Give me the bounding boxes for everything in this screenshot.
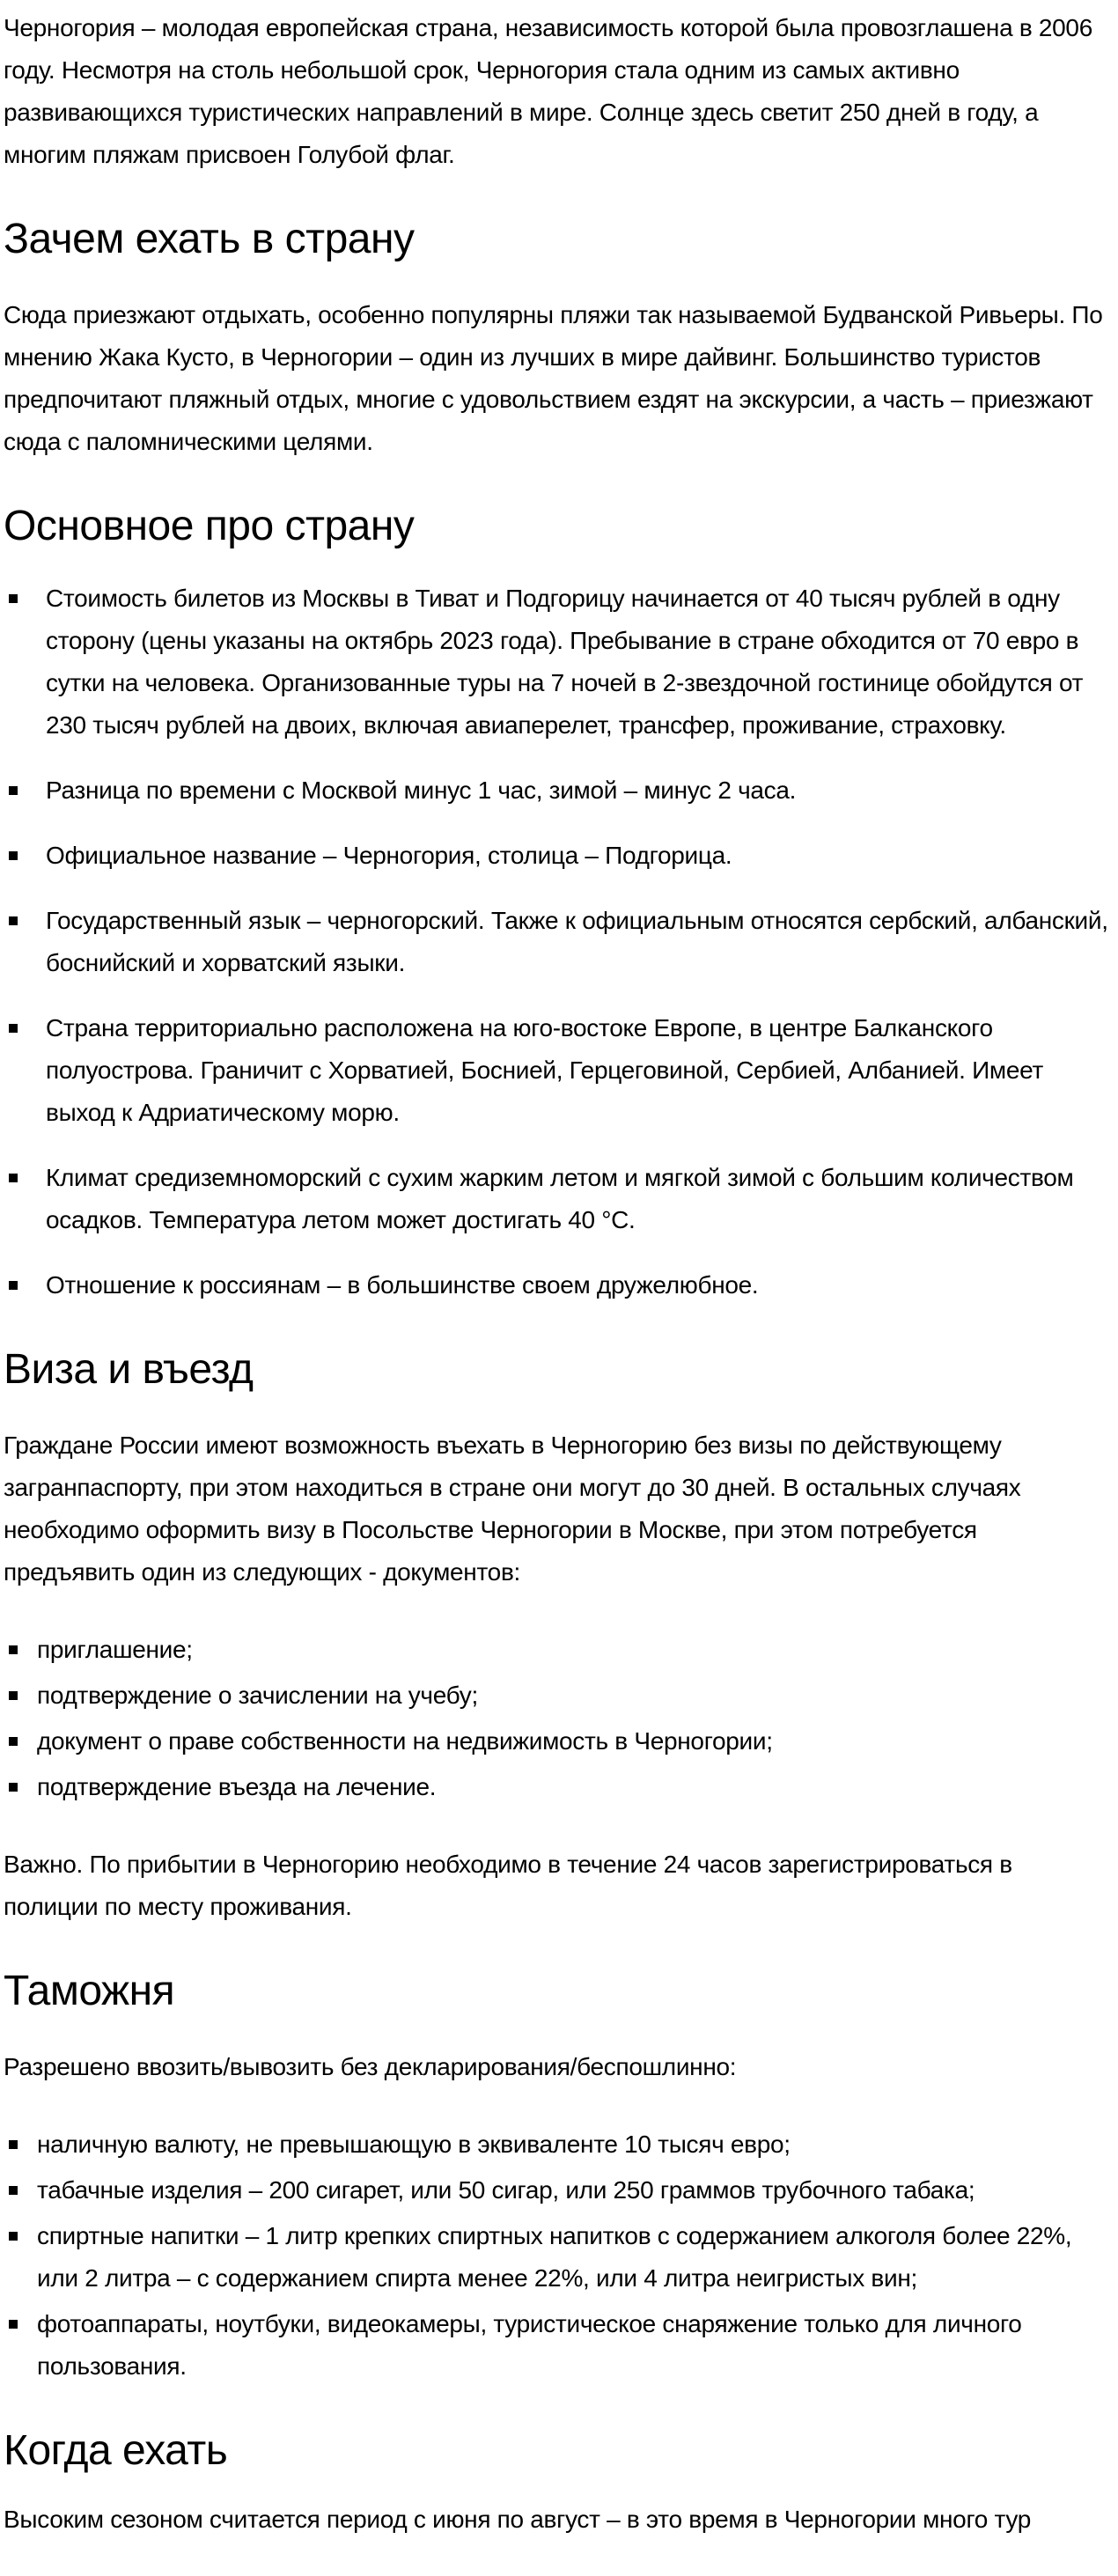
list-item-text: Разница по времени с Москвой минус 1 час, зимой – минус 2 часа. — [46, 776, 797, 804]
list-item — [4, 1720, 1109, 1763]
bullet-square-icon — [9, 594, 18, 603]
customs-allowance-list — [4, 2123, 1109, 2388]
country-basics-list — [4, 578, 1109, 1306]
list-item-text: документ о праве собственности на недвижимость в Черногории; — [37, 1727, 773, 1755]
section-heading-country-basics: Основное про страну — [4, 503, 415, 549]
bullet-square-icon — [9, 1737, 18, 1746]
bullet-square-icon — [9, 1783, 18, 1792]
list-item — [4, 578, 1109, 747]
list-item-text: наличную валюту, не превышающую в эквиваленте 10 тысяч евро; — [37, 2131, 791, 2158]
visa-paragraph: Граждане России имеют возможность въехать в Черногорию без визы по действующему загранпаспорту, при этом находиться в стране они могут до 30 дней. В остальных случаях необходимо оформить визу в Посольстве Черногории в Москве, при этом потребуется предъявить один из следующих - документов: — [4, 1432, 1021, 1586]
list-item-text: табачные изделия – 200 сигарет, или 50 сигар, или 250 граммов трубочного табака; — [37, 2176, 975, 2204]
list-item-text: подтверждение о зачислении на учебу; — [37, 1682, 478, 1709]
list-item — [4, 769, 1109, 812]
section-heading-customs: Таможня — [4, 1968, 175, 2014]
section-heading-why-go: Зачем ехать в страну — [4, 216, 415, 262]
section-heading-visa-entry: Виза и въезд — [4, 1346, 254, 1393]
list-item-text: Страна территориально расположена на юго-востоке Европе, в центре Балканского полуострова. Граничит с Хорватией, Боснией, Герцеговиной, Сербией, Албанией. Имеет выход к Адриатическому морю. — [46, 1014, 1044, 1126]
list-item — [4, 1157, 1109, 1241]
bullet-square-icon — [9, 916, 18, 925]
list-item — [4, 1629, 1109, 1671]
when-to-go-paragraph: Высоким сезоном считается период с июня по август – в это время в Черногории много тур — [4, 2506, 1032, 2533]
list-item — [4, 2169, 1109, 2212]
list-item-text: Государственный язык – черногорский. Также к официальным относятся сербский, албанский, боснийский и хорватский языки. — [46, 907, 1108, 976]
visa-documents-list — [4, 1629, 1109, 1808]
list-item-text: Официальное название – Черногория, столица – Подгорица. — [46, 842, 732, 869]
bullet-square-icon — [9, 851, 18, 860]
bullet-square-icon — [9, 2140, 18, 2149]
list-item-text: подтверждение въезда на лечение. — [37, 1773, 437, 1800]
bullet-square-icon — [9, 1645, 18, 1654]
bullet-square-icon — [9, 786, 18, 795]
list-item — [4, 835, 1109, 877]
list-item — [4, 2123, 1109, 2166]
section-heading-when-to-go: Когда ехать — [4, 2427, 228, 2474]
list-item — [4, 1264, 1109, 1306]
list-item-text: Стоимость билетов из Москвы в Тиват и Подгорицу начинается от 40 тысяч рублей в одну сторону (цены указаны на октябрь 2023 года). Пребывание в стране обходится от 70 евро в сутки на человека. Организованные туры на 7 ночей в 2-звездочной гостинице обойдутся от 230 тысяч рублей на двоих, включая авиаперелет, трансфер, проживание, страховку. — [46, 585, 1084, 739]
bullet-square-icon — [9, 1174, 18, 1182]
visa-important-note: Важно. По прибытии в Черногорию необходимо в течение 24 часов зарегистрироваться в полиции по месту проживания. — [4, 1851, 1012, 1920]
customs-paragraph: Разрешено ввозить/вывозить без декларирования/беспошлинно: — [4, 2053, 737, 2080]
list-item — [4, 1007, 1109, 1134]
list-item — [4, 1674, 1109, 1717]
list-item — [4, 1766, 1109, 1808]
list-item-text: Отношение к россиянам – в большинстве своем дружелюбное. — [46, 1271, 759, 1299]
list-item-text: приглашение; — [37, 1636, 193, 1663]
list-item-text: фотоаппараты, ноутбуки, видеокамеры, туристическое снаряжение только для личного пользования. — [37, 2310, 1022, 2380]
list-item-text: Климат средиземноморский с сухим жарким летом и мягкой зимой с большим количеством осадков. Температура летом может достигать 40 °C. — [46, 1164, 1074, 1233]
bullet-square-icon — [9, 2232, 18, 2241]
list-item — [4, 900, 1109, 984]
bullet-square-icon — [9, 1281, 18, 1290]
bullet-square-icon — [9, 1691, 18, 1700]
list-item-text: спиртные напитки – 1 литр крепких спиртных напитков с содержанием алкоголя более 22%, или 2 литра – с содержанием спирта менее 22%, или 4 литра неигристых вин; — [37, 2222, 1072, 2292]
why-go-paragraph: Сюда приезжают отдыхать, особенно популярны пляжи так называемой Будванской Ривьеры. По мнению Жака Кусто, в Черногории – один из лучших в мире дайвинг. Большинство туристов предпочитают пляжный отдых, многие с удовольствием ездят на экскурсии, а часть – приезжают сюда с паломническими целями. — [4, 301, 1103, 455]
list-item — [4, 2303, 1109, 2388]
bullet-square-icon — [9, 1024, 18, 1033]
intro-paragraph: Черногория – молодая европейская страна, независимость которой была провозглашена в 2006 году. Несмотря на столь небольшой срок, Черногория стала одним из самых активно развивающихся туристических направлений в мире. Солнце здесь светит 250 дней в году, а многим пляжам присвоен Голубой флаг. — [4, 14, 1092, 168]
bullet-square-icon — [9, 2186, 18, 2195]
bullet-square-icon — [9, 2320, 18, 2329]
list-item — [4, 2215, 1109, 2300]
